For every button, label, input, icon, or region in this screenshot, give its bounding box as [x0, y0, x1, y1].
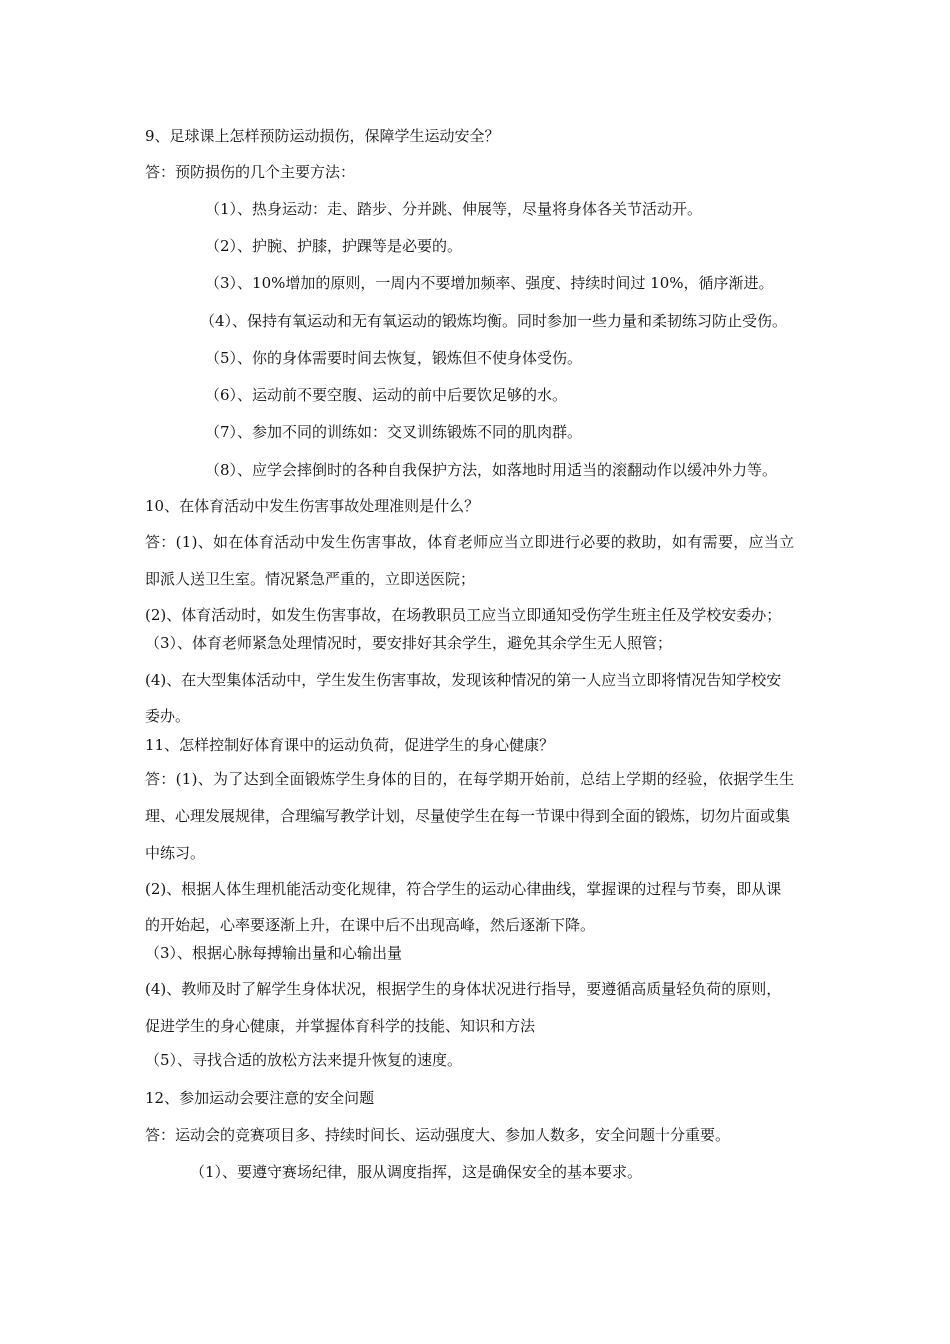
answer-9-item-1: （1）、热身运动：走、踏步、分并跳、伸展等，尽量将身体各关节活动开。	[205, 200, 703, 218]
answer-11-line-5: 的开始起，心率要逐渐上升，在课中后不出现高峰，然后逐渐下降。	[145, 916, 596, 934]
answer-10-line-4: （3）、体育老师紧急处理情况时，要安排好其余学生，避免其余学生无人照管；	[145, 634, 673, 652]
answer-11-line-4: (2)、根据人体生理机能活动变化规律，符合学生的运动心律曲线，掌握课的过程与节奏，即从课	[145, 880, 782, 898]
question-9: 9、足球课上怎样预防运动损伤，保障学生运动安全？	[145, 127, 500, 145]
answer-11-line-2: 理、心理发展规律，合理编写教学计划，尽量使学生在每一节课中得到全面的锻炼，切勿片面或集	[145, 807, 791, 825]
answer-11-line-7: (4)、教师及时了解学生身体状况，根据学生的身体状况进行指导，要遵循高质量轻负荷的原则，	[145, 980, 782, 998]
answer-11-line-9: （5）、寻找合适的放松方法来提升恢复的速度。	[145, 1051, 463, 1069]
answer-12-item-1: （1）、要遵守赛场纪律，服从调度指挥，这是确保安全的基本要求。	[190, 1163, 643, 1181]
answer-11-line-6: （3）、根据心脉每搏输出量和心输出量	[145, 944, 403, 962]
answer-9-item-6: （6）、运动前不要空腹、运动的前中后要饮足够的水。	[205, 386, 568, 404]
question-10: 10、在体育活动中发生伤害事故处理准则是什么？	[145, 497, 480, 515]
answer-10-line-6: 委办。	[145, 707, 191, 725]
question-11: 11、怎样控制好体育课中的运动负荷，促进学生的身心健康？	[145, 736, 555, 754]
answer-11-line-1: 答：(1)、为了达到全面锻炼学生身体的目的，在每学期开始前，总结上学期的经验，依据学生生	[145, 770, 795, 788]
answer-9-item-4: （4）、保持有氧运动和无有氧运动的锻炼均衡。同时参加一些力量和柔韧练习防止受伤。	[200, 312, 788, 330]
answer-9-item-5: （5）、你的身体需要时间去恢复，锻炼但不使身体受伤。	[205, 349, 583, 367]
answer-9-item-2: （2）、护腕、护膝，护踝等是必要的。	[205, 237, 463, 255]
answer-10-line-3: (2)、体育活动时，如发生伤害事故，在场教职员工应当立即通知受伤学生班主任及学校安委办；	[145, 606, 782, 624]
answer-9-item-3: （3）、10%增加的原则，一周内不要增加频率、强度、持续时间过 10%，循序渐进。	[205, 274, 774, 292]
answer-11-line-3: 中练习。	[145, 844, 206, 862]
answer-11-line-8: 促进学生的身心健康，并掌握体育科学的技能、知识和方法	[145, 1017, 536, 1035]
answer-9-intro: 答：预防损伤的几个主要方法：	[145, 163, 356, 181]
answer-12-intro: 答：运动会的竞赛项目多、持续时间长、运动强度大、参加人数多，安全问题十分重要。	[145, 1126, 731, 1144]
answer-10-line-5: (4)、在大型集体活动中，学生发生伤害事故，发现该种情况的第一人应当立即将情况告知学校安	[145, 671, 782, 689]
question-12: 12、参加运动会要注意的安全问题	[145, 1089, 375, 1107]
answer-9-item-8: （8）、应学会摔倒时的各种自我保护方法，如落地时用适当的滚翻动作以缓冲外力等。	[205, 461, 778, 479]
answer-10-line-1: 答：(1)、如在体育活动中发生伤害事故，体育老师应当立即进行必要的救助，如有需要，应当立	[145, 533, 795, 551]
answer-10-line-2: 即派人送卫生室。情况紧急严重的，立即送医院；	[145, 570, 476, 588]
answer-9-item-7: （7）、参加不同的训练如：交叉训练锻炼不同的肌肉群。	[205, 423, 583, 441]
